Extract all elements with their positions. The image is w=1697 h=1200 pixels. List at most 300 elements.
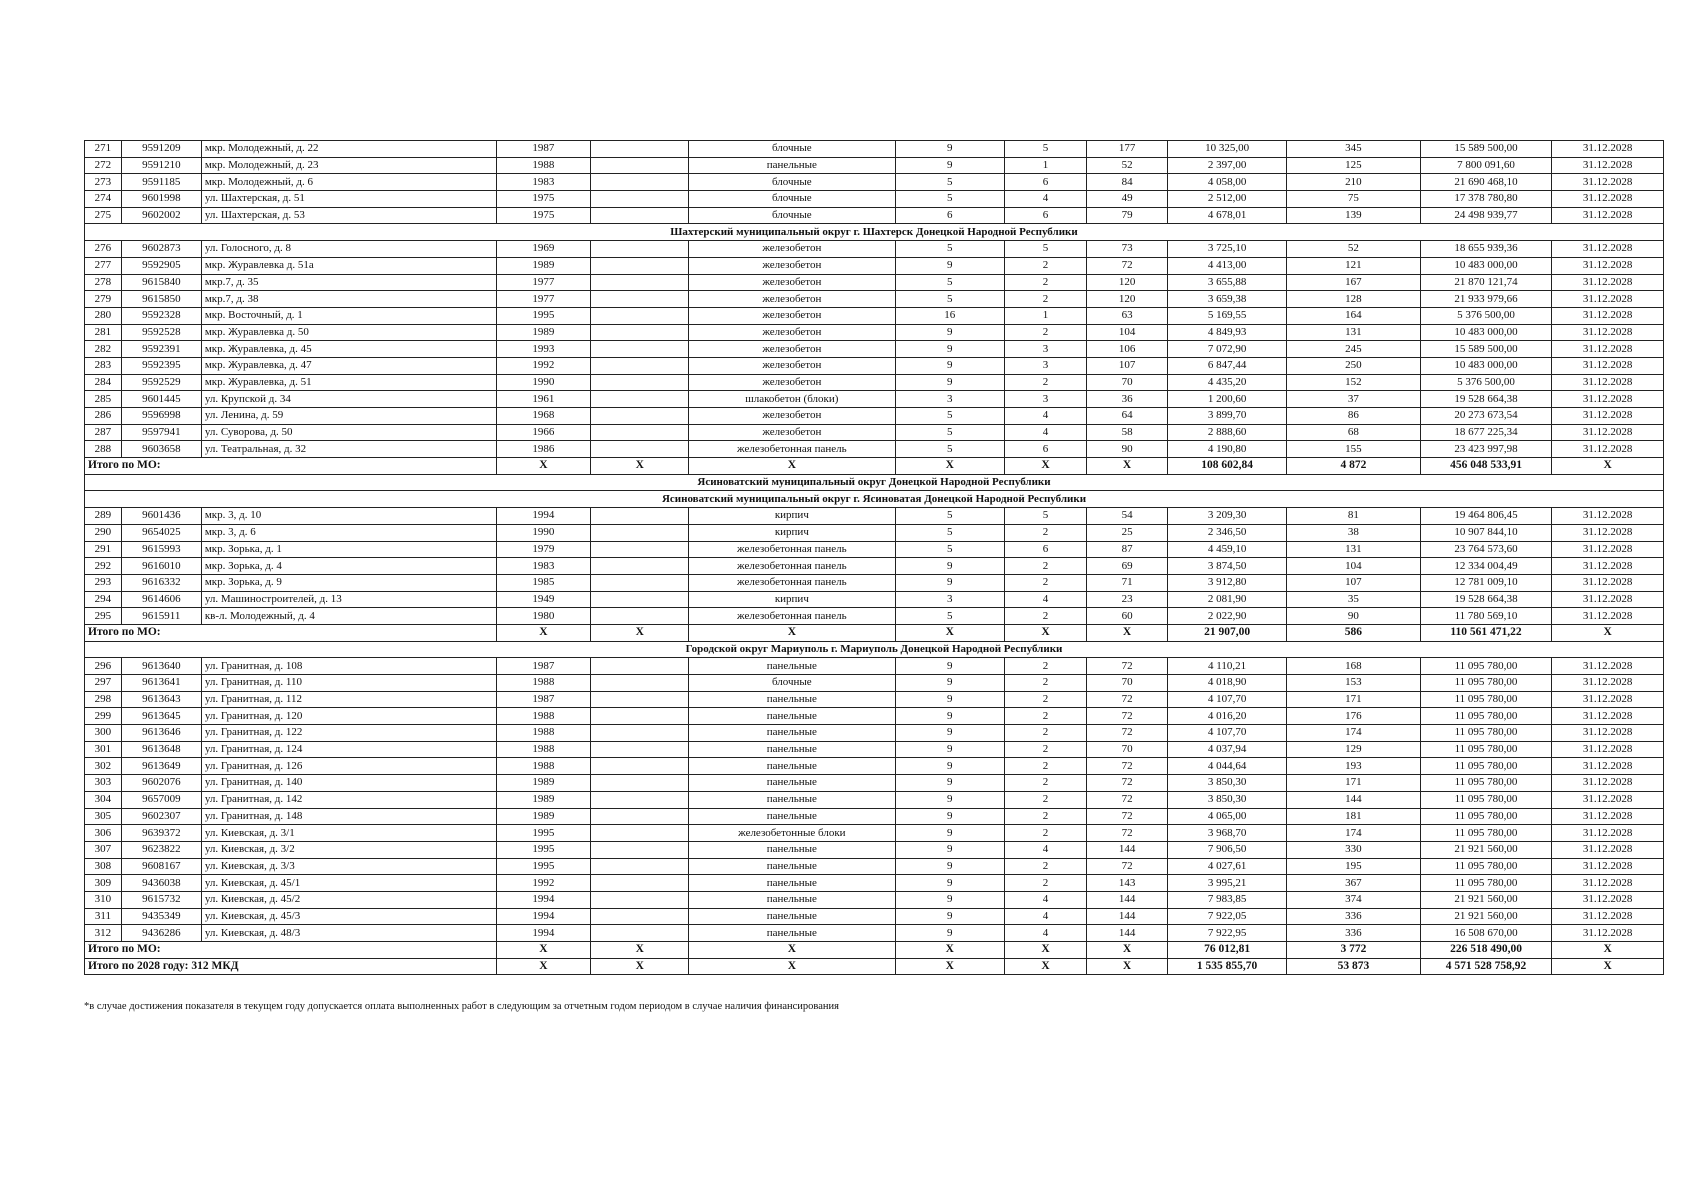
table-cell: 171 [1287, 691, 1421, 708]
table-cell: 38 [1287, 524, 1421, 541]
table-cell: 23 423 997,98 [1420, 441, 1552, 458]
table-row [85, 608, 1664, 625]
table-cell: 72 [1087, 758, 1168, 775]
table-cell [591, 691, 689, 708]
total-value: 21 907,00 [1168, 624, 1287, 641]
table-cell: 9592905 [121, 257, 201, 274]
table-cell: 1980 [496, 608, 591, 625]
table-cell: 9615993 [121, 541, 201, 558]
table-cell: 153 [1287, 675, 1421, 692]
table-cell: 72 [1087, 791, 1168, 808]
table-cell: 31.12.2028 [1552, 274, 1664, 291]
table-cell: 7 922,95 [1168, 925, 1287, 942]
table-cell: 31.12.2028 [1552, 508, 1664, 525]
table-cell: 9435349 [121, 908, 201, 925]
table-cell: ул. Шахтерская, д. 51 [201, 191, 496, 208]
table-cell: 2 [1004, 858, 1086, 875]
table-cell: 5 376 500,00 [1420, 374, 1552, 391]
table-cell: 4 [1004, 841, 1086, 858]
table-cell: 64 [1087, 408, 1168, 425]
table-cell: 1 200,60 [1168, 391, 1287, 408]
total-label: Итого по 2028 году: 312 МКД [85, 958, 497, 975]
table-cell: 31.12.2028 [1552, 558, 1664, 575]
table-cell: мкр. Журавлевка, д. 47 [201, 357, 496, 374]
total-value: 4 872 [1287, 458, 1421, 475]
table-cell: 300 [85, 725, 122, 742]
total-label: Итого по МО: [85, 458, 497, 475]
table-cell: 11 095 780,00 [1420, 675, 1552, 692]
table-cell: 72 [1087, 257, 1168, 274]
total-value: X [689, 458, 895, 475]
table-cell: панельные [689, 157, 895, 174]
total-value: X [895, 624, 1004, 641]
table-cell: 81 [1287, 508, 1421, 525]
table-cell: 87 [1087, 541, 1168, 558]
table-row [85, 357, 1664, 374]
table-cell: 75 [1287, 191, 1421, 208]
table-cell: 31.12.2028 [1552, 357, 1664, 374]
table-row [85, 574, 1664, 591]
table-cell: 9654025 [121, 524, 201, 541]
table-cell: 9613648 [121, 741, 201, 758]
register-sheet [84, 140, 1664, 975]
table-cell: панельные [689, 875, 895, 892]
table-cell: мкр. Молодежный, д. 22 [201, 141, 496, 158]
table-cell: 1983 [496, 558, 591, 575]
table-cell: 2 [1004, 808, 1086, 825]
table-cell: ул. Киевская, д. 48/3 [201, 925, 496, 942]
table-cell: 1993 [496, 341, 591, 358]
table-cell: 72 [1087, 775, 1168, 792]
table-cell: 1969 [496, 241, 591, 258]
table-cell: 31.12.2028 [1552, 424, 1664, 441]
table-row [85, 725, 1664, 742]
section-header-row [85, 474, 1664, 491]
table-cell: мкр. Журавлевка д. 50 [201, 324, 496, 341]
table-cell: 63 [1087, 307, 1168, 324]
table-cell [591, 157, 689, 174]
total-value: X [1552, 624, 1664, 641]
table-cell: 107 [1087, 357, 1168, 374]
table-cell: 298 [85, 691, 122, 708]
table-cell: 11 095 780,00 [1420, 658, 1552, 675]
table-cell: 31.12.2028 [1552, 791, 1664, 808]
table-cell: железобетон [689, 408, 895, 425]
table-row [85, 408, 1664, 425]
table-cell: панельные [689, 791, 895, 808]
table-cell: 131 [1287, 324, 1421, 341]
table-cell: 250 [1287, 357, 1421, 374]
table-cell [591, 841, 689, 858]
table-cell: 4 849,93 [1168, 324, 1287, 341]
table-row [85, 291, 1664, 308]
table-cell: 1989 [496, 324, 591, 341]
table-cell: 31.12.2028 [1552, 708, 1664, 725]
table-cell: 9 [895, 157, 1004, 174]
table-cell [591, 291, 689, 308]
table-cell: 9 [895, 558, 1004, 575]
table-row [85, 141, 1664, 158]
table-cell [591, 391, 689, 408]
table-cell: мкр. Зорька, д. 4 [201, 558, 496, 575]
table-cell: мкр. Зорька, д. 9 [201, 574, 496, 591]
table-cell: 7 922,05 [1168, 908, 1287, 925]
table-cell: 31.12.2028 [1552, 858, 1664, 875]
table-cell: 297 [85, 675, 122, 692]
total-value: X [1087, 458, 1168, 475]
table-cell: 1988 [496, 758, 591, 775]
table-cell [591, 524, 689, 541]
table-cell [591, 775, 689, 792]
table-cell: 2 [1004, 675, 1086, 692]
table-cell: шлакобетон (блоки) [689, 391, 895, 408]
table-cell: ул. Шахтерская, д. 53 [201, 207, 496, 224]
table-cell: 9 [895, 141, 1004, 158]
table-row [85, 841, 1664, 858]
table-cell: 17 378 780,80 [1420, 191, 1552, 208]
table-cell: мкр.7, д. 38 [201, 291, 496, 308]
total-value: 456 048 533,91 [1420, 458, 1552, 475]
table-cell: 9615850 [121, 291, 201, 308]
table-cell: 125 [1287, 157, 1421, 174]
table-cell: 9 [895, 775, 1004, 792]
table-cell: железобетон [689, 324, 895, 341]
table-cell [591, 875, 689, 892]
table-cell: 310 [85, 891, 122, 908]
table-cell: 52 [1087, 157, 1168, 174]
table-cell: 4 [1004, 408, 1086, 425]
table-cell: 72 [1087, 725, 1168, 742]
table-cell: 79 [1087, 207, 1168, 224]
table-cell: 1 [1004, 157, 1086, 174]
table-cell: 1988 [496, 157, 591, 174]
table-cell: 1992 [496, 357, 591, 374]
table-cell: мкр. Журавлевка, д. 45 [201, 341, 496, 358]
table-cell: 7 983,85 [1168, 891, 1287, 908]
table-cell: 11 095 780,00 [1420, 791, 1552, 808]
table-cell [591, 891, 689, 908]
table-cell [591, 441, 689, 458]
table-cell: 9602076 [121, 775, 201, 792]
table-cell: 5 376 500,00 [1420, 307, 1552, 324]
table-row [85, 157, 1664, 174]
table-cell: 31.12.2028 [1552, 675, 1664, 692]
table-cell: 1987 [496, 658, 591, 675]
total-value: 110 561 471,22 [1420, 624, 1552, 641]
total-value: 3 772 [1287, 942, 1421, 959]
table-cell: 302 [85, 758, 122, 775]
table-cell: 18 655 939,36 [1420, 241, 1552, 258]
table-row [85, 391, 1664, 408]
table-cell: 104 [1287, 558, 1421, 575]
table-cell: 3 209,30 [1168, 508, 1287, 525]
table-cell: 3 899,70 [1168, 408, 1287, 425]
table-cell: 301 [85, 741, 122, 758]
table-cell: 1988 [496, 708, 591, 725]
table-cell: 1995 [496, 841, 591, 858]
buildings-table [84, 140, 1664, 975]
table-cell: железобетон [689, 424, 895, 441]
table-cell: 144 [1287, 791, 1421, 808]
total-value: X [496, 624, 591, 641]
table-row [85, 558, 1664, 575]
table-row [85, 524, 1664, 541]
table-cell: 31.12.2028 [1552, 341, 1664, 358]
table-row [85, 891, 1664, 908]
table-cell: ул. Гранитная, д. 120 [201, 708, 496, 725]
table-cell: 9623822 [121, 841, 201, 858]
table-row [85, 307, 1664, 324]
table-row [85, 691, 1664, 708]
table-cell: железобетон [689, 357, 895, 374]
table-cell: 23 764 573,60 [1420, 541, 1552, 558]
table-cell [591, 274, 689, 291]
table-cell: 72 [1087, 658, 1168, 675]
table-cell: 31.12.2028 [1552, 374, 1664, 391]
table-cell: 120 [1087, 291, 1168, 308]
table-row [85, 758, 1664, 775]
table-cell: 52 [1287, 241, 1421, 258]
table-cell: 1988 [496, 725, 591, 742]
table-cell: 2 [1004, 558, 1086, 575]
table-cell: 9657009 [121, 791, 201, 808]
table-cell: железобетон [689, 374, 895, 391]
table-cell: 336 [1287, 908, 1421, 925]
table-cell: 2 [1004, 741, 1086, 758]
table-cell: 1990 [496, 374, 591, 391]
table-cell: 4 110,21 [1168, 658, 1287, 675]
table-cell: 272 [85, 157, 122, 174]
table-cell: 293 [85, 574, 122, 591]
total-value: 1 535 855,70 [1168, 958, 1287, 975]
total-value: X [1004, 958, 1086, 975]
table-cell: 9592529 [121, 374, 201, 391]
table-cell: 9615732 [121, 891, 201, 908]
table-cell: 9 [895, 841, 1004, 858]
table-cell [591, 574, 689, 591]
table-cell: 283 [85, 357, 122, 374]
section-header: Городской округ Мариуполь г. Мариуполь Донецкой Народной Республики [85, 641, 1664, 658]
table-cell: 296 [85, 658, 122, 675]
table-cell: 11 095 780,00 [1420, 758, 1552, 775]
table-cell: мкр. 3, д. 6 [201, 524, 496, 541]
table-cell: 3 968,70 [1168, 825, 1287, 842]
table-cell: 37 [1287, 391, 1421, 408]
table-cell: 374 [1287, 891, 1421, 908]
table-cell: 4 190,80 [1168, 441, 1287, 458]
table-cell: панельные [689, 741, 895, 758]
table-cell: 9613649 [121, 758, 201, 775]
table-cell: 307 [85, 841, 122, 858]
table-cell: 9591185 [121, 174, 201, 191]
total-value: X [895, 458, 1004, 475]
table-cell [591, 141, 689, 158]
table-cell: 1975 [496, 207, 591, 224]
table-cell: 1988 [496, 675, 591, 692]
table-cell: ул. Гранитная, д. 124 [201, 741, 496, 758]
total-value: X [1087, 624, 1168, 641]
table-cell: 2 [1004, 708, 1086, 725]
footnote: *в случае достижения показателя в текущем году допускается оплата выполненных работ в следующим за отчетным годом периодом в случае наличия финансирования [84, 1001, 839, 1012]
total-value: X [1087, 942, 1168, 959]
table-row [85, 241, 1664, 258]
table-cell: 279 [85, 291, 122, 308]
table-cell: 290 [85, 524, 122, 541]
table-cell: 9 [895, 574, 1004, 591]
table-cell: 1989 [496, 257, 591, 274]
table-cell: ул. Крупской д. 34 [201, 391, 496, 408]
total-value: X [1552, 942, 1664, 959]
table-cell: 299 [85, 708, 122, 725]
table-cell: 19 464 806,45 [1420, 508, 1552, 525]
table-cell: 104 [1087, 324, 1168, 341]
table-cell: 174 [1287, 825, 1421, 842]
table-cell: железобетон [689, 241, 895, 258]
table-cell [591, 257, 689, 274]
table-cell: 281 [85, 324, 122, 341]
table-cell: 139 [1287, 207, 1421, 224]
grand-total-row [85, 958, 1664, 975]
table-cell: 181 [1287, 808, 1421, 825]
table-cell: 15 589 500,00 [1420, 341, 1552, 358]
table-cell: ул. Киевская, д. 3/2 [201, 841, 496, 858]
table-cell: 294 [85, 591, 122, 608]
table-cell: 4 [1004, 191, 1086, 208]
table-cell: 31.12.2028 [1552, 691, 1664, 708]
table-cell: 144 [1087, 891, 1168, 908]
total-value: X [591, 624, 689, 641]
table-cell: 3 [895, 391, 1004, 408]
table-cell: 1987 [496, 141, 591, 158]
total-value: 53 873 [1287, 958, 1421, 975]
table-cell: 1 [1004, 307, 1086, 324]
table-cell: 9 [895, 257, 1004, 274]
table-cell: 19 528 664,38 [1420, 391, 1552, 408]
table-cell: 72 [1087, 808, 1168, 825]
table-cell: 1994 [496, 925, 591, 942]
table-cell: 9601445 [121, 391, 201, 408]
table-cell [591, 758, 689, 775]
table-row [85, 374, 1664, 391]
table-row [85, 908, 1664, 925]
total-value: X [1552, 458, 1664, 475]
table-cell: 9436286 [121, 925, 201, 942]
table-cell: 144 [1087, 925, 1168, 942]
table-cell: 3 [1004, 357, 1086, 374]
table-cell [591, 174, 689, 191]
table-cell: 143 [1087, 875, 1168, 892]
table-row [85, 741, 1664, 758]
table-cell: ул. Гранитная, д. 126 [201, 758, 496, 775]
table-cell: 9 [895, 875, 1004, 892]
table-cell: 6 [1004, 441, 1086, 458]
table-cell: 311 [85, 908, 122, 925]
section-header: Шахтерский муниципальный округ г. Шахтерск Донецкой Народной Республики [85, 224, 1664, 241]
table-cell: 1979 [496, 541, 591, 558]
table-cell: 2 512,00 [1168, 191, 1287, 208]
table-cell: 9616010 [121, 558, 201, 575]
table-cell: панельные [689, 708, 895, 725]
table-cell: 31.12.2028 [1552, 875, 1664, 892]
table-cell: 3 995,21 [1168, 875, 1287, 892]
table-cell: 4 107,70 [1168, 691, 1287, 708]
table-cell: 5 [895, 524, 1004, 541]
table-cell: железобетонная панель [689, 558, 895, 575]
table-row [85, 191, 1664, 208]
table-cell: железобетон [689, 291, 895, 308]
section-header-row [85, 491, 1664, 508]
table-cell: 15 589 500,00 [1420, 141, 1552, 158]
table-cell: 3 725,10 [1168, 241, 1287, 258]
table-cell: 9 [895, 725, 1004, 742]
table-cell: 164 [1287, 307, 1421, 324]
total-value: X [1004, 458, 1086, 475]
table-cell: 304 [85, 791, 122, 808]
table-cell: 4 435,20 [1168, 374, 1287, 391]
table-cell: 4 037,94 [1168, 741, 1287, 758]
table-cell [591, 741, 689, 758]
table-cell: кирпич [689, 591, 895, 608]
table-cell: панельные [689, 658, 895, 675]
table-cell: 2 [1004, 274, 1086, 291]
table-cell: 2 346,50 [1168, 524, 1287, 541]
table-cell: 9 [895, 708, 1004, 725]
table-cell [591, 808, 689, 825]
table-cell: 4 044,64 [1168, 758, 1287, 775]
table-cell: 5 [895, 441, 1004, 458]
table-cell: 5 [895, 191, 1004, 208]
table-cell: 303 [85, 775, 122, 792]
table-cell: 174 [1287, 725, 1421, 742]
total-value: 108 602,84 [1168, 458, 1287, 475]
table-cell: 21 690 468,10 [1420, 174, 1552, 191]
table-cell: 5 [895, 408, 1004, 425]
table-cell [591, 608, 689, 625]
table-cell [591, 925, 689, 942]
table-cell: 1995 [496, 858, 591, 875]
table-cell: 128 [1287, 291, 1421, 308]
table-cell: 9614606 [121, 591, 201, 608]
table-cell: 308 [85, 858, 122, 875]
table-cell: 3 874,50 [1168, 558, 1287, 575]
table-cell: 21 921 560,00 [1420, 841, 1552, 858]
table-body [85, 141, 1664, 975]
table-cell: 155 [1287, 441, 1421, 458]
table-cell: ул. Гранитная, д. 148 [201, 808, 496, 825]
total-value: 4 571 528 758,92 [1420, 958, 1552, 975]
table-cell: 84 [1087, 174, 1168, 191]
table-cell: 9 [895, 908, 1004, 925]
table-cell [591, 791, 689, 808]
table-cell: 71 [1087, 574, 1168, 591]
table-cell: 31.12.2028 [1552, 307, 1664, 324]
table-cell: 9 [895, 658, 1004, 675]
table-cell: 54 [1087, 508, 1168, 525]
table-cell: панельные [689, 725, 895, 742]
table-cell: 171 [1287, 775, 1421, 792]
table-cell: 6 [1004, 207, 1086, 224]
table-cell: 58 [1087, 424, 1168, 441]
table-cell: 4 678,01 [1168, 207, 1287, 224]
table-cell: 9 [895, 925, 1004, 942]
table-cell: 36 [1087, 391, 1168, 408]
table-cell: 1988 [496, 741, 591, 758]
table-cell: 31.12.2028 [1552, 174, 1664, 191]
table-cell: 72 [1087, 825, 1168, 842]
table-row [85, 775, 1664, 792]
table-cell: 31.12.2028 [1552, 891, 1664, 908]
table-cell: 4 016,20 [1168, 708, 1287, 725]
